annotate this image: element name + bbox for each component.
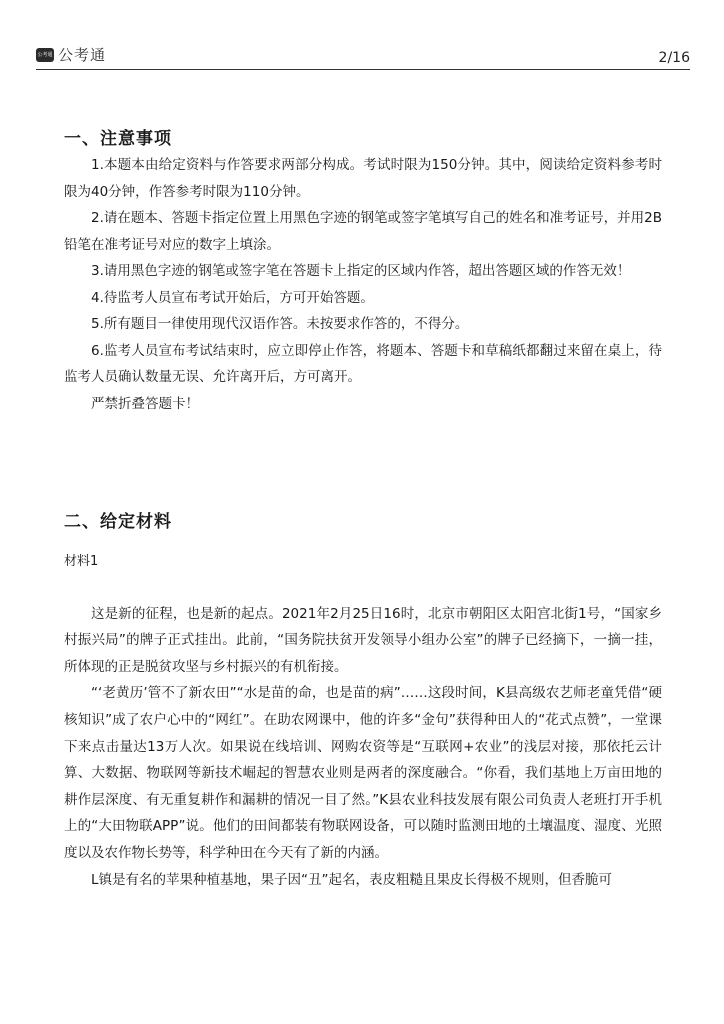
notice-item: 1.本题本由给定资料与作答要求两部分构成。考试时限为150分钟。其中，阅读给定资料参考时限为40分钟，作答参考时限为110分钟。 [64,157,662,200]
notice-section [64,126,662,417]
material-paragraph: L镇是有名的苹果种植基地，果子因“丑”起名，表皮粗糙且果皮长得极不规则，但香脆可 [91,871,613,888]
notice-item: 4.待监考人员宣布考试开始后，方可开始答题。 [91,289,374,306]
notice-warning: 严禁折叠答题卡！ [91,395,199,412]
page-number: 2/16 [658,50,690,66]
notice-heading: 一、注意事项 [64,129,172,149]
document-body [64,126,662,893]
notice-item: 2.请在题本、答题卡指定位置上用黑色字迹的钢笔或签字笔填写自己的姓名和准考证号，并用2B铅笔在准考证号对应的数字上填涂。 [64,210,662,253]
material-paragraph: 这是新的征程，也是新的起点。2021年2月25日16时，北京市朝阳区太阳宫北街1号，“国家乡村振兴局”的牌子正式挂出。此前，“国务院扶贫开发领导小组办公室”的牌子已经摘下，一摘一挂，所体现的正是脱贫攻坚与乡村振兴的有机衔接。 [64,605,662,675]
logo-icon: 公考通 [36,48,54,62]
brand-logo [36,44,106,65]
materials-heading: 二、给定材料 [64,512,172,532]
material-label: 材料1 [64,554,99,569]
brand-name: 公考通 [58,46,107,64]
notice-item: 6.监考人员宣布考试结束时，应立即停止作答，将题本、答题卡和草稿纸都翻过来留在桌上，待监考人员确认数量无误、允许离开后，方可离开。 [64,342,662,385]
header-divider [36,69,690,70]
material-paragraph: “‘老黄历’管不了新农田”“水是苗的命，也是苗的病”……这段时间，K县高级农艺师老童凭借“硬核知识”成了农户心中的“网红”。在助农网课中，他的许多“金句”获得种田人的“花式点赞”，一堂课下来点击量达13万人次。如果说在线培训、网购农资等是“互联网+农业”的浅层对接，那依托云计算、大数据、物联网等新技术崛起的智慧农业则是两者的深度融合。“你看，我们基地上万亩田地的耕作层深度、有无重复耕作和漏耕的情况一目了然。”K县农业科技发展有限公司负责人老班打开手机上的“大田物联APP”说。他们的田间都装有物联网设备，可以随时监测田地的土壤温度、湿度、光照度以及农作物长势等，科学种田在今天有了新的内涵。 [64,685,662,861]
notice-item: 5.所有题目一律使用现代汉语作答。未按要求作答的，不得分。 [91,316,469,332]
page-header [36,44,690,68]
notice-item: 3.请用黑色字迹的钢笔或签字笔在答题卡上指定的区域内作答，超出答题区域的作答无效！ [91,263,631,279]
materials-section [64,509,662,893]
